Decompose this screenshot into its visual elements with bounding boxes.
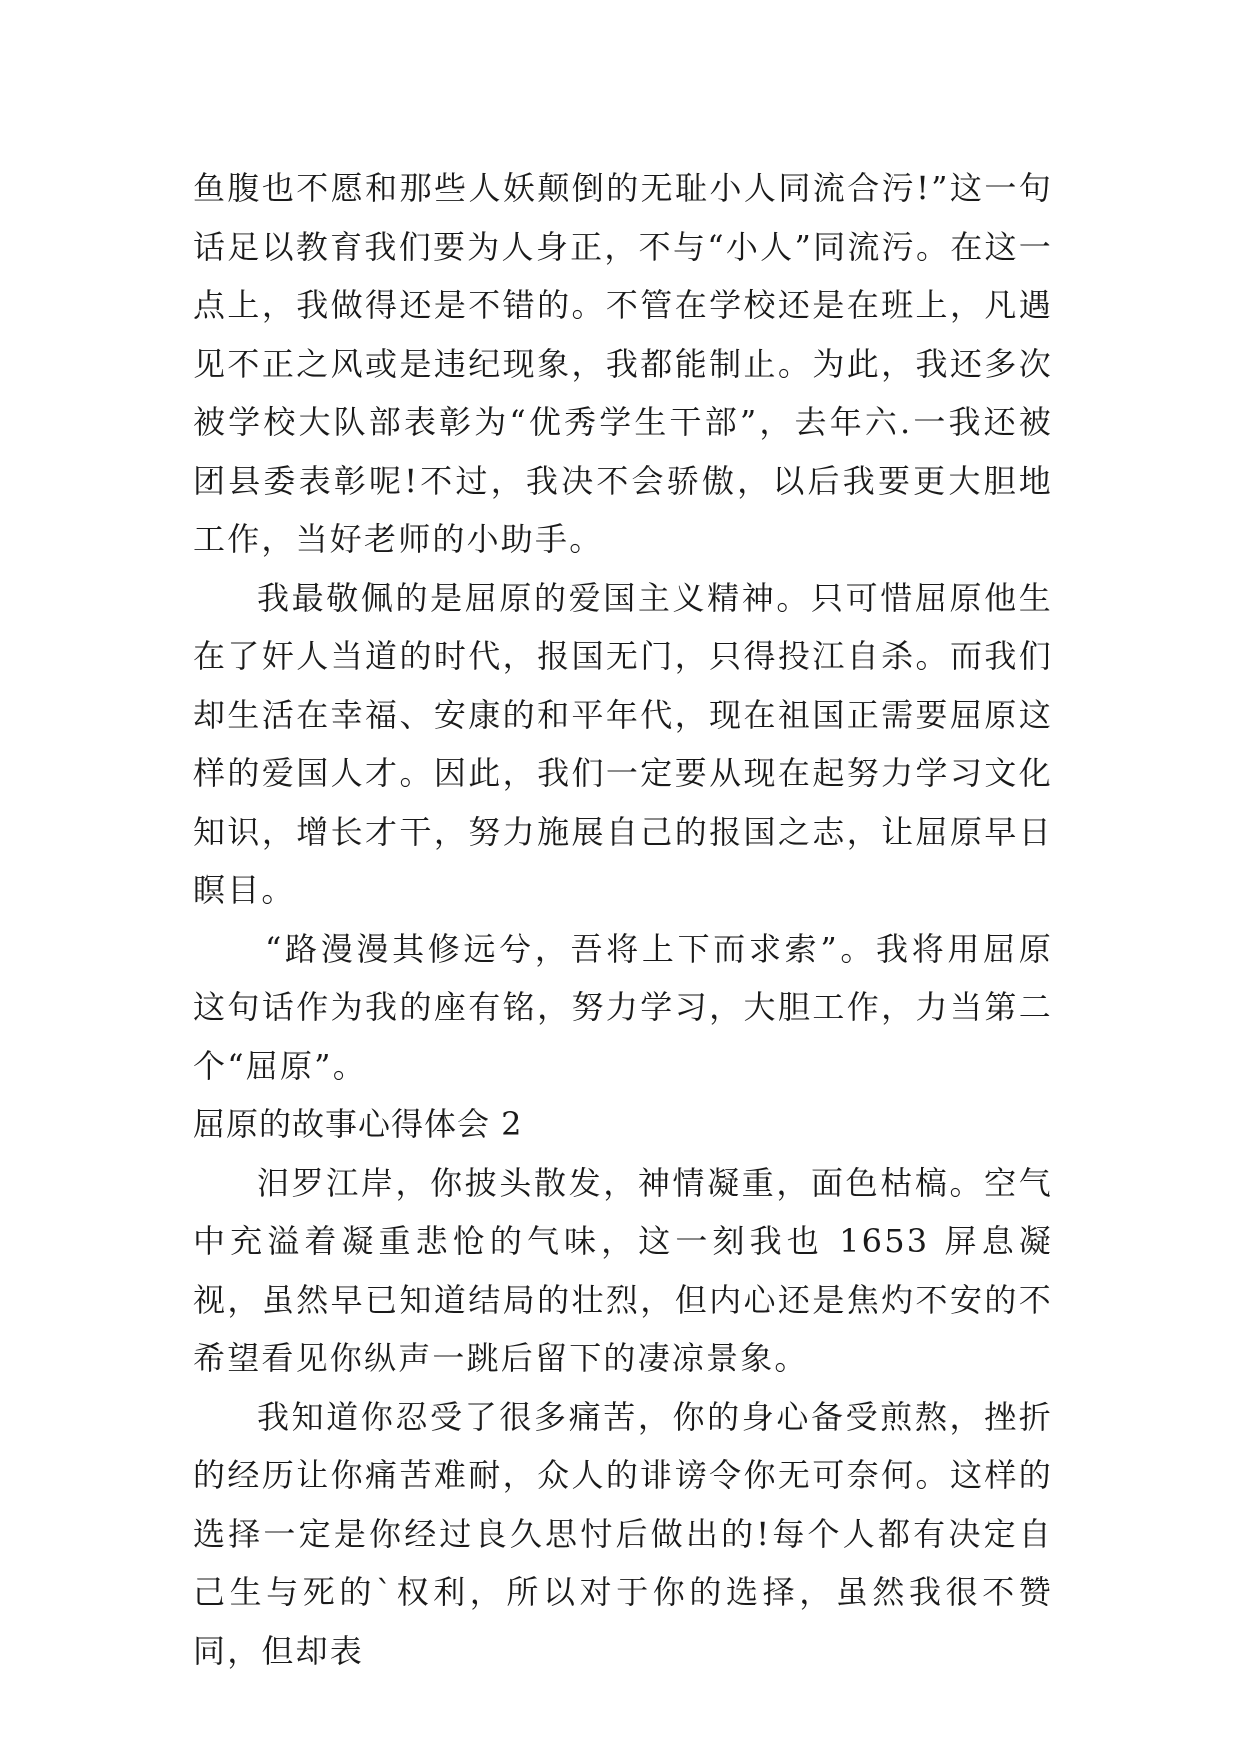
document-body: [193, 159, 1053, 1680]
paragraph-miluo-river: 汨罗江岸，你披头散发，神情凝重，面色枯槁。空气中充溢着凝重悲怆的气味，这一刻我也 1653 屏息凝视，虽然早已知道结局的壮烈，但内心还是焦灼不安的不希望看见你纵声一跳后留下的凄凉景象。: [193, 1163, 1053, 1377]
section-heading: 屈原的故事心得体会 2: [193, 1105, 523, 1143]
paragraph-quote: “路漫漫其修远兮，吾将上下而求索”。我将用屈原这句话作为我的座有铭，努力学习，大胆工作，力当第二个“屈原”。: [193, 929, 1053, 1085]
paragraph-patriotism: 我最敬佩的是屈原的爱国主义精神。只可惜屈原他生在了奸人当道的时代，报国无门，只得投江自杀。而我们却生活在幸福、安康的和平年代，现在祖国正需要屈原这样的爱国人才。因此，我们一定要从现在起努力学习文化知识，增长才干，努力施展自己的报国之志，让屈原早日瞑目。: [193, 578, 1053, 909]
paragraph-continuation: 鱼腹也不愿和那些人妖颠倒的无耻小人同流合污!”这一句话足以教育我们要为人身正，不与“小人”同流污。在这一点上，我做得还是不错的。不管在学校还是在班上，凡遇见不正之风或是违纪现象，我都能制止。为此，我还多次被学校大队部表彰为“优秀学生干部”，去年六.一我还被团县委表彰呢!不过，我决不会骄傲，以后我要更大胆地工作，当好老师的小助手。: [193, 169, 1053, 558]
paragraph-suffering: 我知道你忍受了很多痛苦，你的身心备受煎熬，挫折的经历让你痛苦难耐，众人的诽谤令你无可奈何。这样的选择一定是你经过良久思忖后做出的!每个人都有决定自己生与死的`权利，所以对于你的选择，虽然我很不赞同，但却表: [193, 1397, 1053, 1670]
